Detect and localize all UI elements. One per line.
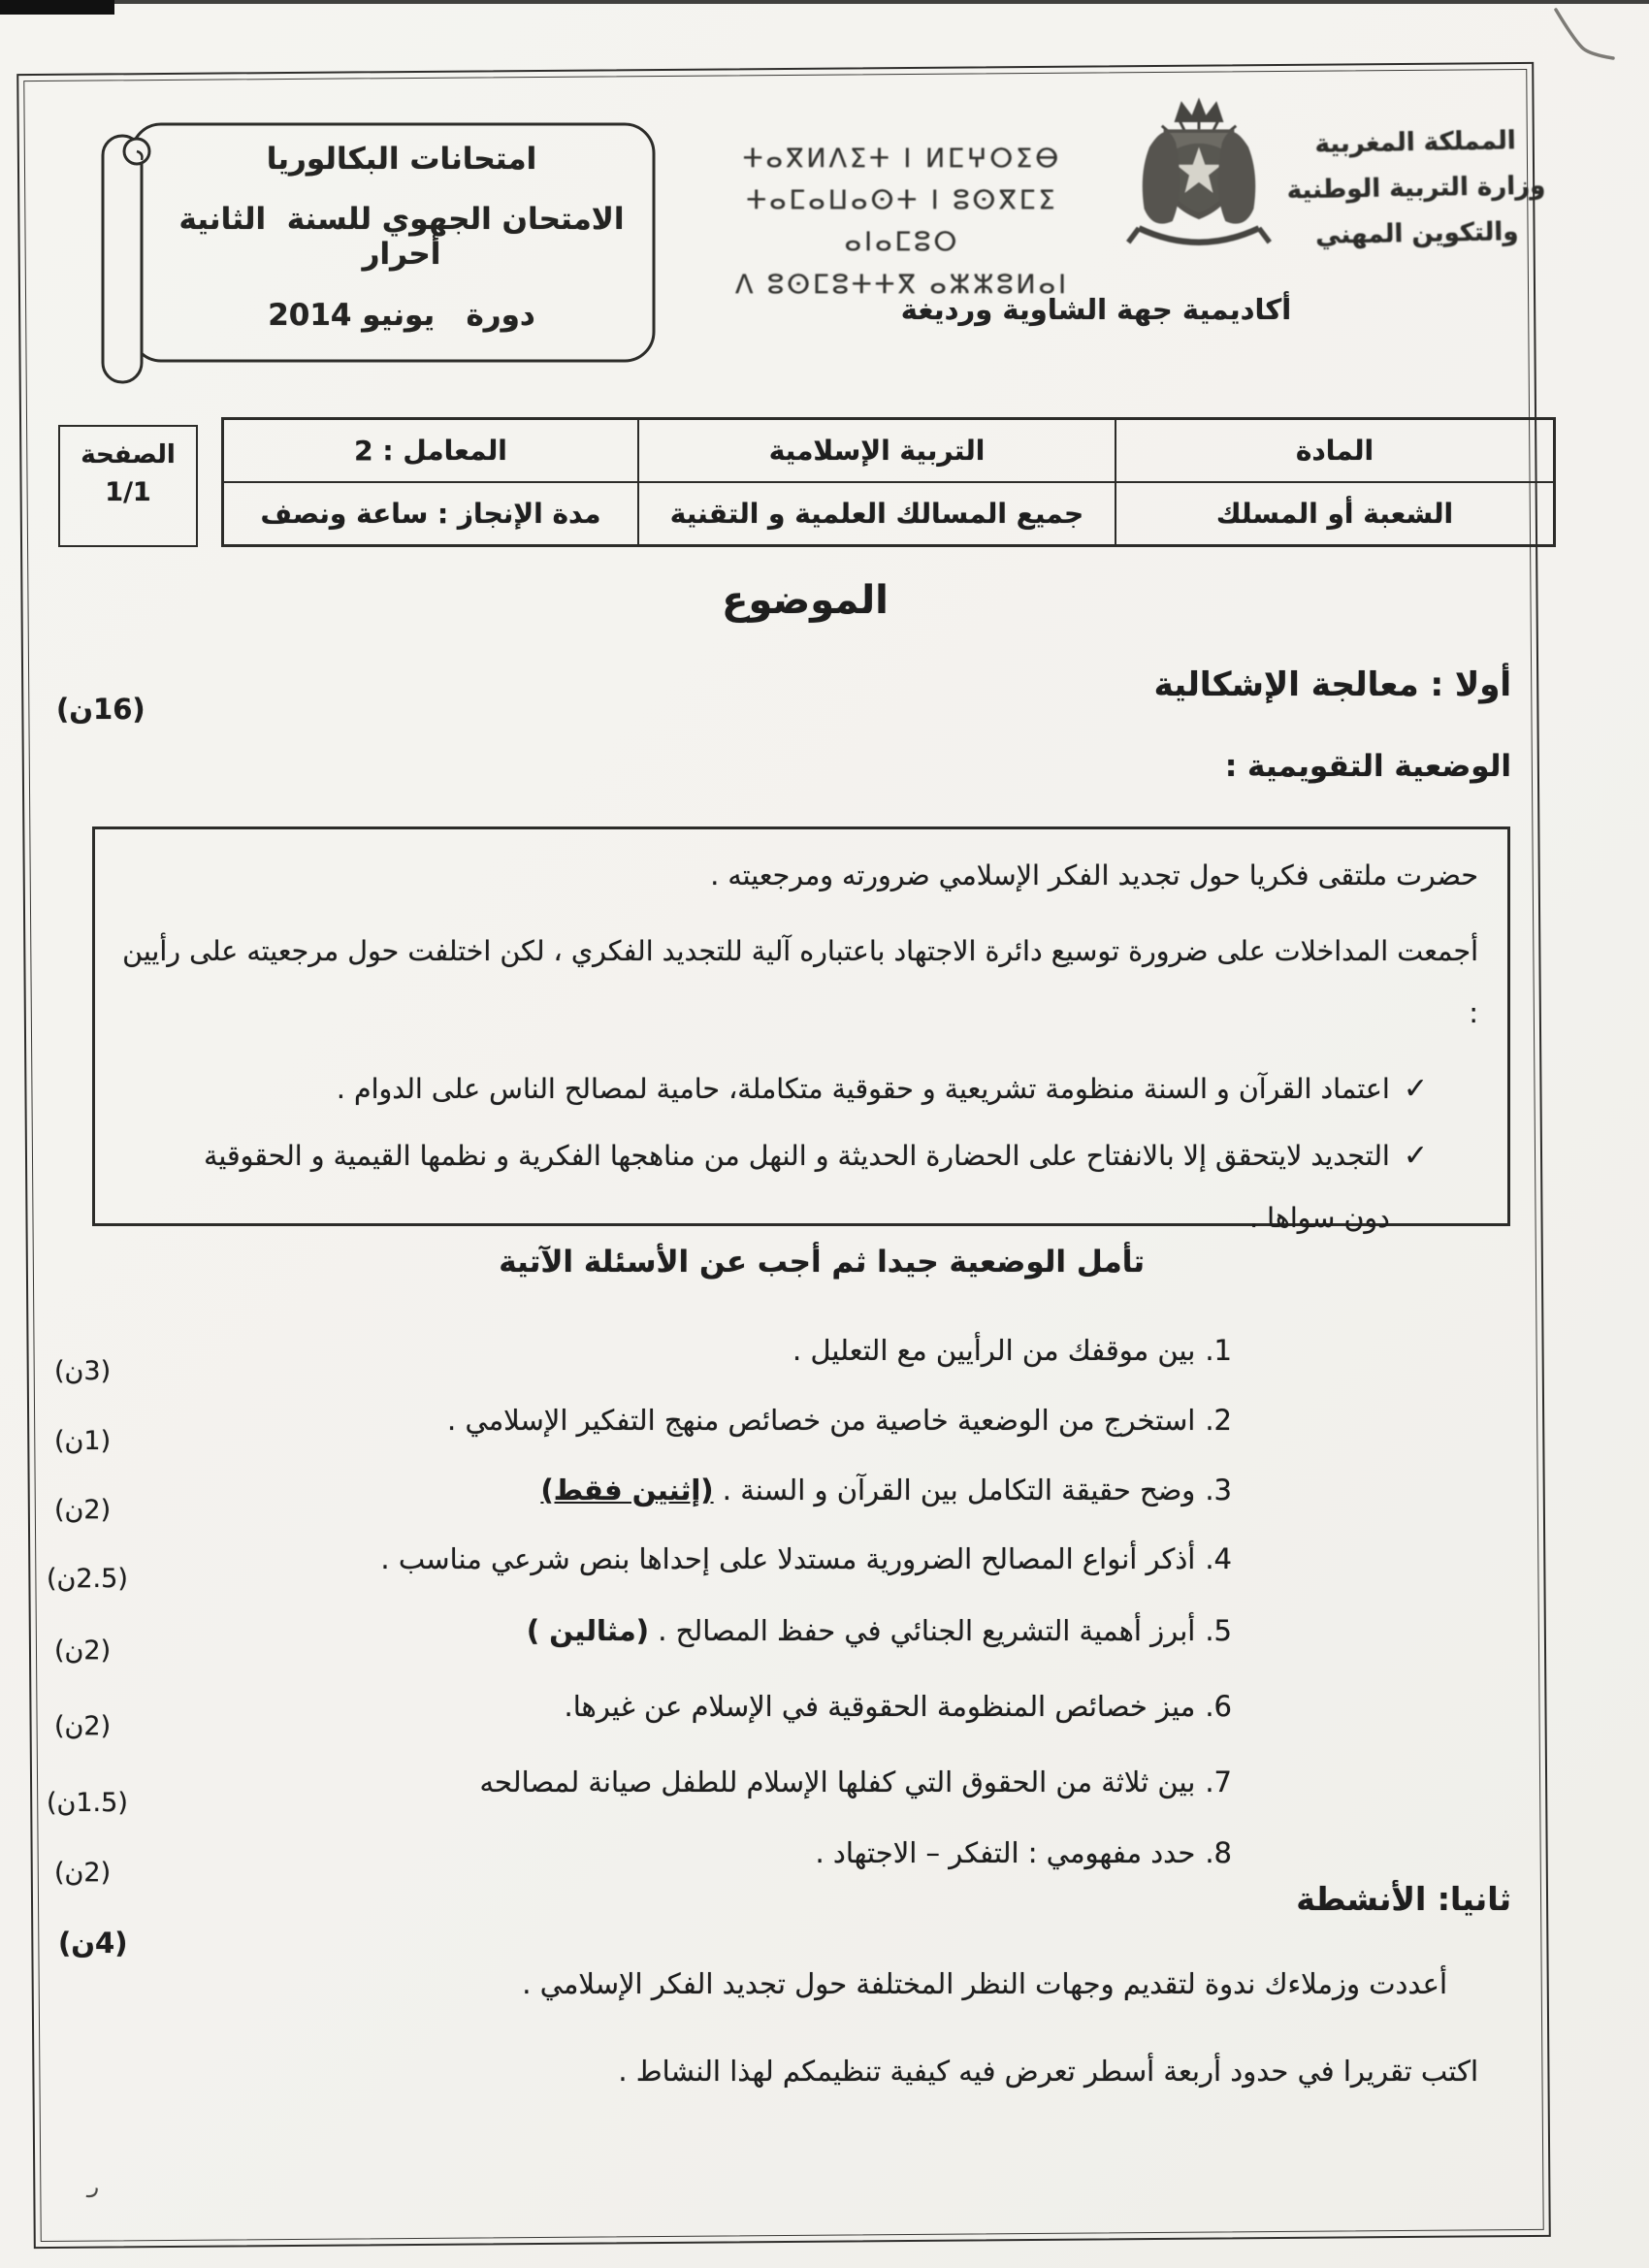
morocco-coat-of-arms-icon (1108, 83, 1290, 260)
question-text: ميز خصائص المنظومة الحقوقية في الإسلام عن غيرها. (564, 1690, 1196, 1723)
question-row (447, 1404, 1232, 1437)
question-text: بين موقفك من الرأيين مع التعليل . (792, 1334, 1196, 1367)
page-number: 1/1 (105, 477, 151, 507)
question-points: (2.5ن) (47, 1564, 128, 1594)
question-points: (2ن) (54, 1636, 112, 1666)
question-note: (مثالين ) (526, 1614, 649, 1647)
ministry-line: وزارة التربية الوطنية (1286, 171, 1546, 206)
question-number: 2. (1205, 1404, 1232, 1437)
subject-label-cell: المادة (1116, 419, 1555, 483)
activity-line-1: أعددت وزملاءك ندوة لتقديم وجهات النظر المختلفة حول تجديد الفكر الإسلامي . (522, 1967, 1447, 2000)
section1-heading: أولا : معالجة الإشكالية (1153, 665, 1511, 704)
scan-top-left-blob (0, 0, 114, 15)
check-icon: ✓ (1403, 1072, 1428, 1107)
evaluation-situation-box (92, 826, 1510, 1234)
question-note: (إثنين فقط) (540, 1474, 714, 1507)
banner-line-session-type: الامتحان الجهوي للسنة الثانية أحرار (178, 202, 625, 272)
question-points: (2ن) (54, 1858, 112, 1888)
track-label-cell: الشعبة أو المسلك (1116, 482, 1555, 546)
question-text: أذكر أنواع المصالح الضرورية مستدلا على إحداها بنص شرعي مناسب . (380, 1542, 1196, 1575)
question-text: أبرز أهمية التشريع الجنائي في حفظ المصالح . (658, 1614, 1196, 1647)
question-number: 1. (1205, 1334, 1232, 1367)
banner-text (159, 105, 644, 333)
question-points: (2ن) (54, 1711, 112, 1741)
question-text: وضح حقيقة التكامل بين القرآن و السنة . (722, 1474, 1196, 1507)
question-points: (1.5ن) (47, 1788, 128, 1818)
question-row (527, 1614, 1232, 1647)
question-number: 7. (1205, 1766, 1232, 1798)
ministry-name-tifinagh (694, 138, 1111, 306)
opinion-2-text: التجديد لايتحقق إلا بالانفتاح على الحضارة الحديثة و النهل من مناهجها الفكرية و نظمها القيمية و الحقوقية دون سواها . (204, 1139, 1390, 1234)
page-label: الصفحة (81, 440, 176, 470)
scan-top-edge-line (0, 0, 1649, 4)
question-number: 4. (1205, 1542, 1232, 1575)
question-text: بين ثلاثة من الحقوق التي كفلها الإسلام للطفل صيانة لمصالحه (479, 1766, 1196, 1798)
tifinagh-line-3: ⴷ ⵓⵙⵎⵓⵜⵜⴳ ⴰⵣⵣⵓⵍⴰⵏ (734, 269, 1070, 300)
pen-mark-artifact: ر (86, 2174, 103, 2200)
coefficient-cell: المعامل : 2 (223, 419, 639, 483)
opinion-bullet-1 (120, 1058, 1478, 1120)
check-icon: ✓ (1403, 1138, 1428, 1173)
exam-session-banner (95, 105, 677, 392)
question-number: 3. (1205, 1474, 1232, 1507)
question-number: 5. (1205, 1614, 1232, 1647)
table-row-track (223, 482, 1555, 546)
vocational-training-line: والتكوين المهني (1314, 216, 1519, 250)
duration-cell: مدة الإنجاز : ساعة ونصف (223, 482, 639, 546)
scan-corner-squiggle (1550, 6, 1620, 70)
page-number-box (58, 425, 198, 547)
tifinagh-line-2: ⵜⴰⵎⴰⵡⴰⵙⵜ ⵏ ⵓⵙⴳⵎⵉ ⴰⵏⴰⵎⵓⵔ (746, 185, 1058, 258)
situation-paragraph-2: أجمعت المداخلات على ضرورة توسيع دائرة الاجتهاد باعتباره آلية للتجديد الفكري ، لكن اختلفت حول مرجعيته على رأيين : (122, 935, 1478, 1030)
question-points: (3ن) (54, 1356, 112, 1386)
question-row (540, 1474, 1232, 1507)
activity-line-2: اكتب تقريرا في حدود أربعة أسطر تعرض فيه كيفية تنظيمكم لهذا النشاط . (618, 2055, 1478, 2088)
exam-info-table (221, 417, 1556, 547)
academy-name: أكاديمية جهة الشاوية ورديغة (900, 293, 1292, 326)
tifinagh-line-1: ⵜⴰⴳⵍⴷⵉⵜ ⵏ ⵍⵎⵖⵔⵉⴱ (742, 144, 1062, 174)
table-row-subject (223, 419, 1555, 483)
question-number: 8. (1205, 1836, 1232, 1869)
situation-paragraph-1: حضرت ملتقى فكريا حول تجديد الفكر الإسلامي ضرورته ومرجعيته . (710, 859, 1478, 891)
question-text: حدد مفهومي : التفكر – الاجتهاد . (815, 1836, 1196, 1869)
banner-line-session-date: دورة يونيو 2014 (268, 298, 535, 333)
kingdom-line: المملكة المغربية (1314, 126, 1517, 159)
question-text: استخرج من الوضعية خاصية من خصائص منهج التفكير الإسلامي . (447, 1404, 1196, 1437)
section2-heading: ثانيا: الأنشطة (1296, 1880, 1511, 1918)
track-value-cell: جميع المسالك العلمية و التقنية (638, 482, 1116, 546)
section2-points: (4ن) (58, 1927, 128, 1960)
question-row (815, 1836, 1232, 1869)
opinion-1-text: اعتماد القرآن و السنة منظومة تشريعية و حقوقية متكاملة، حامية لمصالح الناس على الدوام . (336, 1073, 1390, 1106)
ministry-name-arabic (1285, 118, 1547, 259)
subject-value-cell: التربية الإسلامية (638, 419, 1116, 483)
question-row (792, 1334, 1232, 1367)
questions-instruction: تأمل الوضعية جيدا ثم أجب عن الأسئلة الآتية (499, 1245, 1145, 1280)
question-number: 6. (1205, 1690, 1232, 1723)
question-row (380, 1542, 1232, 1575)
question-points: (2ن) (54, 1495, 112, 1525)
opinion-bullet-2 (120, 1125, 1478, 1249)
subject-title: الموضوع (722, 578, 889, 623)
section1-points: (16ن) (56, 693, 146, 726)
banner-line-exams: امتحانات البكالوريا (266, 142, 537, 177)
question-row (479, 1766, 1232, 1798)
question-points: (1ن) (54, 1426, 112, 1456)
question-row (564, 1690, 1232, 1723)
section1-subheading: الوضعية التقويمية : (1224, 749, 1511, 784)
